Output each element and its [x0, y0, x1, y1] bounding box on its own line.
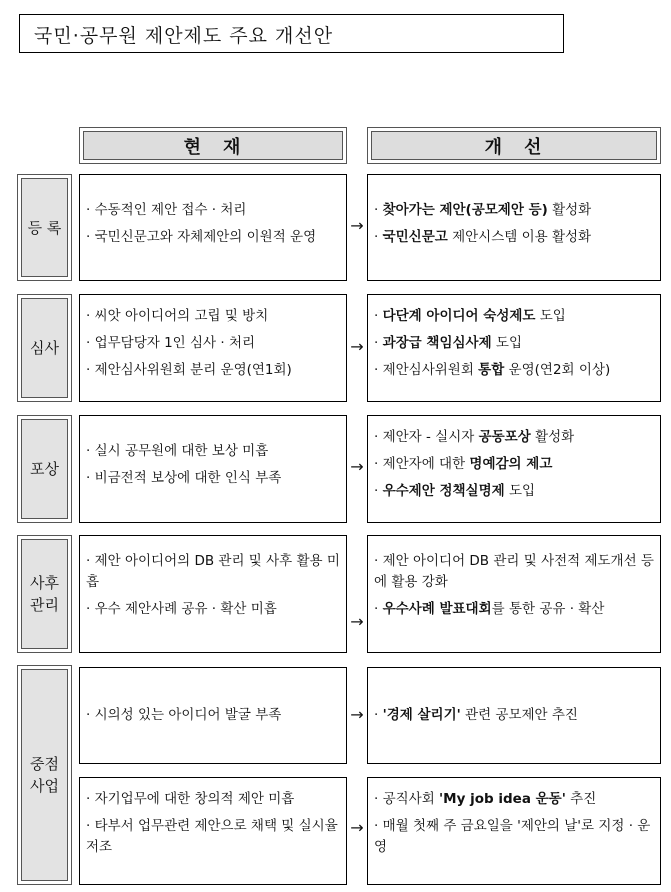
bullet-text: · 타부서 업무관련 제안으로 채택 및 실시율 저조: [86, 818, 338, 855]
bullet-text: · 제안심사위원회: [374, 362, 479, 378]
arrow-icon: →: [350, 216, 364, 235]
bullet-text: ·: [374, 202, 383, 218]
bullet-item: [374, 599, 656, 620]
bullet-text: ·: [374, 335, 383, 351]
bullet-text: 운영(연2회 이상): [504, 362, 611, 378]
page-title: 국민·공무원 제안제도 주요 개선안: [19, 14, 564, 53]
bullet-item: [86, 200, 342, 221]
current-box-reward: [79, 415, 347, 523]
bullet-text: 도입: [504, 483, 536, 499]
label-key-projects: 중점 사업: [17, 665, 72, 885]
bullet-item: [86, 441, 342, 462]
improved-box-registration: [367, 174, 661, 281]
bullet-text: 제안시스템 이용 활성화: [447, 229, 592, 245]
bullet-text-bold: 명예감의 제고: [469, 456, 553, 472]
bullet-item: [86, 705, 342, 726]
bullet-text: ·: [374, 229, 383, 245]
bullet-text: · 시의성 있는 아이디어 발굴 부족: [86, 707, 282, 723]
improved-box-review: [367, 294, 661, 402]
improved-box-economy: [367, 667, 661, 764]
bullet-text-bold: 찾아가는 제안(공모제안 등): [382, 202, 548, 218]
bullet-text: 활성화: [530, 429, 575, 445]
arrow-icon: →: [350, 337, 364, 356]
bullet-item: [374, 427, 656, 448]
bullet-item: [374, 481, 656, 502]
header-current: 현 재: [79, 127, 347, 164]
bullet-text: · 제안심사위원회 분리 운영(연1회): [86, 362, 292, 378]
bullet-text: · 국민신문고와 자체제안의 이원적 운영: [86, 229, 317, 245]
bullet-text: ·: [374, 601, 383, 617]
bullet-item: [374, 360, 656, 381]
bullet-item: [86, 789, 342, 810]
bullet-text: ·: [374, 308, 383, 324]
bullet-item: [374, 551, 656, 593]
bullet-item: [374, 816, 656, 858]
arrow-icon: →: [350, 457, 364, 476]
bullet-text-bold: 과장급 책임심사제: [382, 335, 492, 351]
bullet-text: · 비금전적 보상에 대한 인식 부족: [86, 470, 282, 486]
bullet-text-bold: 공동포상: [478, 429, 531, 445]
bullet-text: · 실시 공무원에 대한 보상 미흡: [86, 443, 269, 459]
bullet-text: ·: [374, 707, 383, 723]
label-reward: 포상: [17, 415, 72, 523]
bullet-item: [374, 789, 656, 810]
bullet-text-bold: 우수제안 정책실명제: [382, 483, 505, 499]
bullet-item: [374, 306, 656, 327]
bullet-text: · 수동적인 제안 접수 · 처리: [86, 202, 247, 218]
bullet-text-bold: 통합: [478, 362, 505, 378]
label-review: 심사: [17, 294, 72, 402]
bullet-text-bold: '경제 살리기': [382, 707, 461, 723]
bullet-text: · 씨앗 아이디어의 고립 및 방치: [86, 308, 269, 324]
improved-box-my-job: [367, 777, 661, 885]
bullet-item: [86, 599, 342, 620]
improved-box-follow-up: [367, 535, 661, 653]
bullet-text: · 제안자 - 실시자: [374, 429, 479, 445]
bullet-text: 활성화: [547, 202, 592, 218]
bullet-text: 관련 공모제안 추진: [460, 707, 578, 723]
bullet-item: [86, 227, 342, 248]
bullet-text: ·: [374, 483, 383, 499]
current-box-review: [79, 294, 347, 402]
current-box-timely: [79, 667, 347, 764]
bullet-text: 추진: [565, 791, 597, 807]
arrow-icon: →: [350, 612, 364, 631]
bullet-text: · 자기업무에 대한 창의적 제안 미흡: [86, 791, 295, 807]
bullet-text-bold: 다단계 아이디어 숙성제도: [382, 308, 536, 324]
bullet-item: [86, 551, 342, 593]
bullet-item: [374, 200, 656, 221]
bullet-text: · 매월 첫째 주 금요일을 '제안의 날'로 지정 · 운영: [374, 818, 651, 855]
bullet-item: [86, 306, 342, 327]
bullet-item: [86, 360, 342, 381]
current-box-registration: [79, 174, 347, 281]
current-box-follow-up: [79, 535, 347, 653]
bullet-text-bold: 국민신문고: [382, 229, 448, 245]
improved-box-reward: [367, 415, 661, 523]
arrow-icon: →: [350, 818, 364, 837]
bullet-item: [374, 705, 656, 726]
bullet-text: · 우수 제안사례 공유 · 확산 미흡: [86, 601, 277, 617]
bullet-item: [374, 454, 656, 475]
bullet-item: [86, 333, 342, 354]
arrow-icon: →: [350, 705, 364, 724]
bullet-text: · 업무담당자 1인 심사 · 처리: [86, 335, 256, 351]
bullet-text: 를 통한 공유 · 확산: [491, 601, 605, 617]
bullet-item: [374, 227, 656, 248]
label-registration: 등 록: [17, 174, 72, 281]
bullet-text: 도입: [535, 308, 566, 324]
bullet-item: [86, 816, 342, 858]
bullet-item: [374, 333, 656, 354]
bullet-text: · 제안자에 대한: [374, 456, 470, 472]
current-box-creative: [79, 777, 347, 885]
label-follow-up: 사후 관리: [17, 535, 72, 653]
bullet-text: · 제안 아이디어의 DB 관리 및 사후 활용 미흡: [86, 553, 340, 590]
bullet-item: [86, 468, 342, 489]
bullet-text: 도입: [491, 335, 522, 351]
bullet-text: · 제안 아이디어 DB 관리 및 사전적 제도개선 등에 활용 강화: [374, 553, 654, 590]
bullet-text: · 공직사회: [374, 791, 440, 807]
bullet-text-bold: 우수사례 발표대회: [382, 601, 492, 617]
bullet-text-bold: 'My job idea 운동': [439, 791, 566, 807]
header-improved: 개 선: [367, 127, 661, 164]
